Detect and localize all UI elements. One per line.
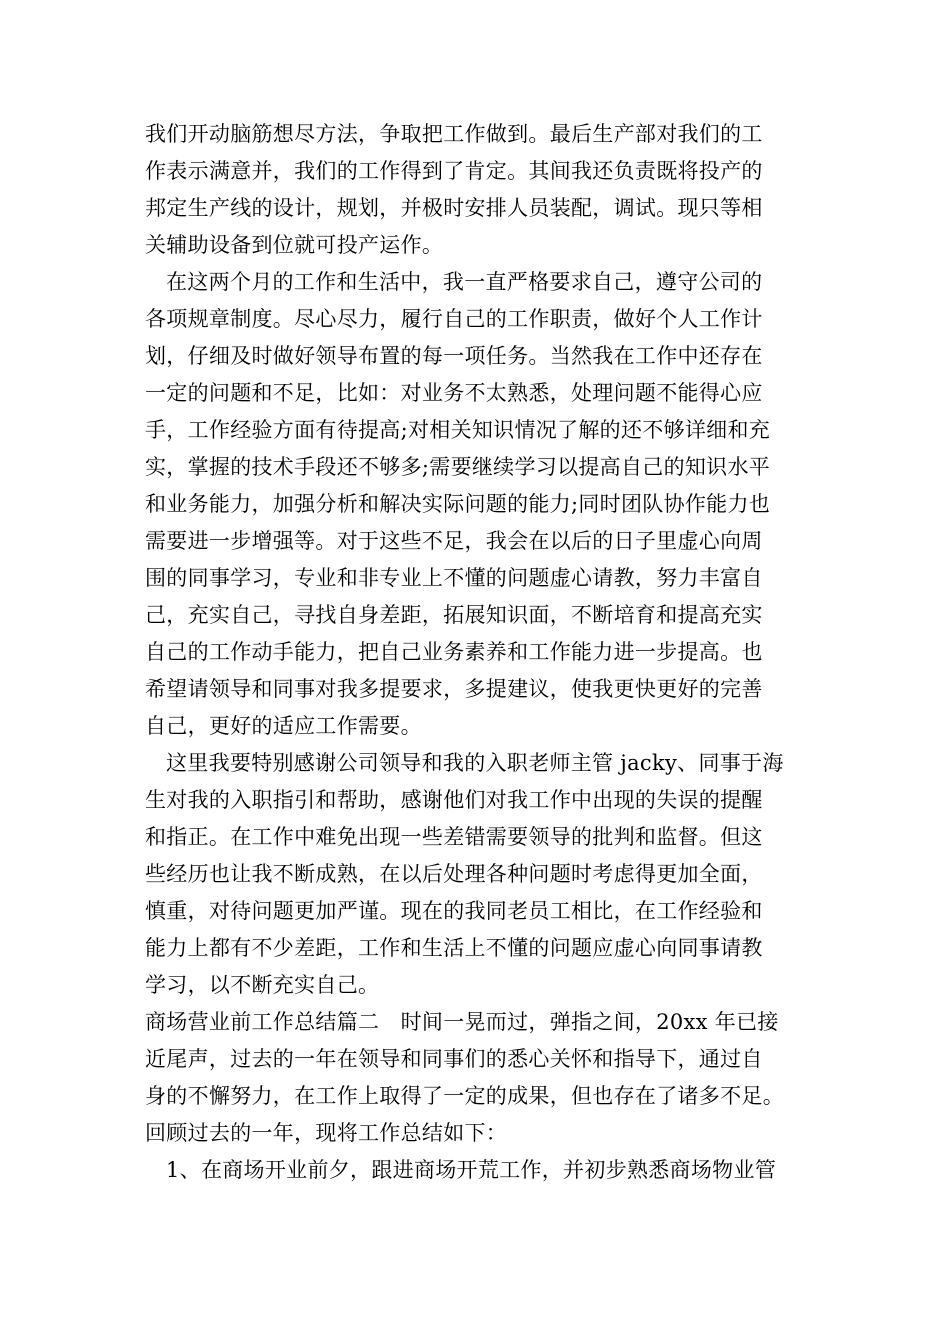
text-line: 围的同事学习，专业和非专业上不懂的问题虚心请教，努力丰富自 [145, 566, 763, 590]
text-line: 己，充实自己，寻找自身差距，拓展知识面，不断培育和提高充实 [145, 603, 763, 627]
text-line: 希望请领导和同事对我多提要求，多提建议，使我更快更好的完善 [145, 677, 763, 701]
paragraph-start-line: 在这两个月的工作和生活中，我一直严格要求自己，遵守公司的 [166, 270, 763, 294]
text-line: 邦定生产线的设计，规划，并极时安排人员装配，调试。现只等相 [145, 196, 763, 220]
text-line: 些经历也让我不断成熟，在以后处理各种问题时考虑得更加全面， [145, 862, 763, 886]
text-line: 一定的问题和不足，比如：对业务不太熟悉，处理问题不能得心应 [145, 381, 763, 405]
text-line: 生对我的入职指引和帮助，感谢他们对我工作中出现的失误的提醒 [145, 788, 763, 812]
text-line: 近尾声，过去的一年在领导和同事们的悉心关怀和指导下，通过自 [145, 1047, 763, 1071]
list-item-line: 1、在商场开业前夕，跟进商场开荒工作，并初步熟悉商场物业管 [166, 1158, 777, 1182]
text-line: 实，掌握的技术手段还不够多;需要继续学习以提高自己的知识水平 [145, 455, 771, 479]
text-line: 和业务能力，加强分析和解决实际问题的能力;同时团队协作能力也 [145, 492, 771, 516]
text-line: 自己，更好的适应工作需要。 [145, 714, 422, 738]
text-line: 慎重，对待问题更加严谨。现在的我同老员工相比，在工作经验和 [145, 899, 763, 923]
text-line: 自己的工作动手能力，把自己业务素养和工作能力进一步提高。也 [145, 640, 763, 664]
text-line: 划，仔细及时做好领导布置的每一项任务。当然我在工作中还存在 [145, 344, 763, 368]
text-line: 手，工作经验方面有待提高;对相关知识情况了解的还不够详细和充 [145, 418, 771, 442]
text-line: 关辅助设备到位就可投产运作。 [145, 233, 444, 257]
text-line: 需要进一步增强等。对于这些不足，我会在以后的日子里虚心向周 [145, 529, 763, 553]
text-line: 能力上都有不少差距，工作和生活上不懂的问题应虚心向同事请教 [145, 936, 763, 960]
text-line: 各项规章制度。尽心尽力，履行自己的工作职责，做好个人工作计 [145, 307, 763, 331]
section-title-line: 商场营业前工作总结篇二 时间一晃而过，弹指之间，20xx 年已接 [145, 1010, 779, 1034]
document-body [145, 116, 825, 1189]
text-line: 学习，以不断充实自己。 [145, 973, 380, 997]
text-line: 作表示满意并，我们的工作得到了肯定。其间我还负责既将投产的 [145, 159, 763, 183]
text-line: 和指正。在工作中难免出现一些差错需要领导的批判和监督。但这 [145, 825, 763, 849]
text-line: 回顾过去的一年，现将工作总结如下： [145, 1121, 508, 1145]
text-line: 身的不懈努力，在工作上取得了一定的成果，但也存在了诸多不足。 [145, 1084, 784, 1108]
text-line: 我们开动脑筋想尽方法，争取把工作做到。最后生产部对我们的工 [145, 122, 763, 146]
paragraph-start-line: 这里我要特别感谢公司领导和我的入职老师主管 jacky、同事于海 [166, 751, 784, 775]
